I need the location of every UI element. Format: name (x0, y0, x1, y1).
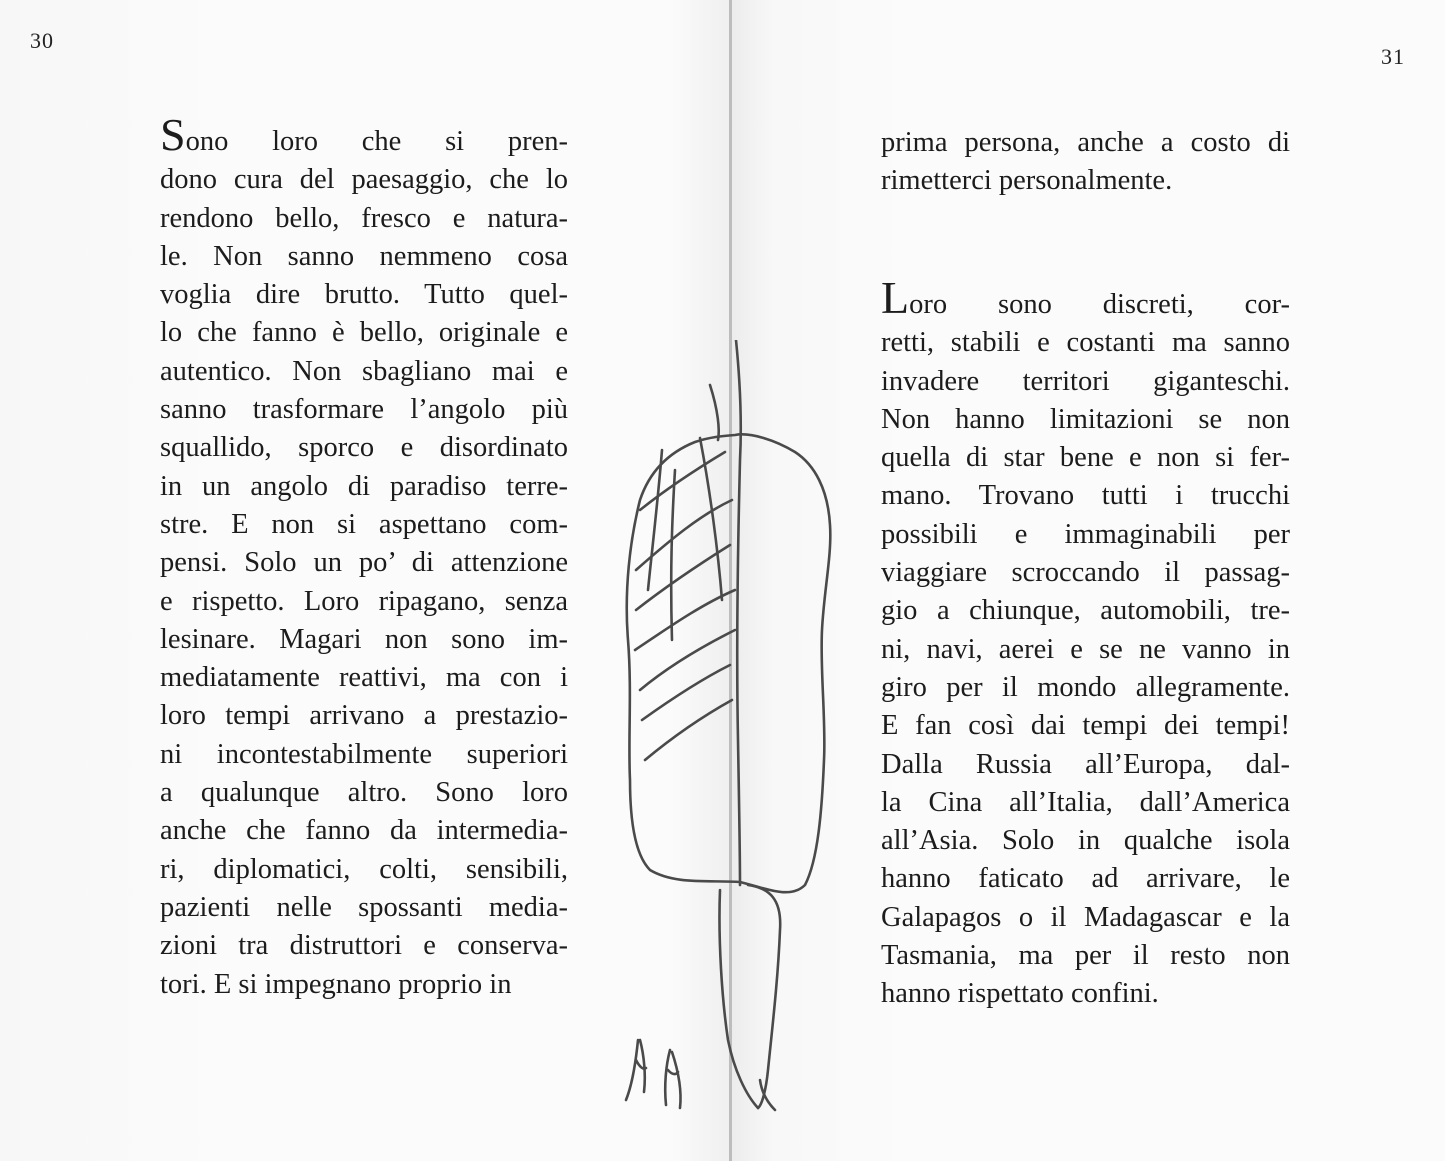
right-page-paragraph-2 (881, 272, 1290, 1014)
small-figure (626, 1040, 646, 1100)
tree-trunk (719, 890, 758, 1108)
drop-cap: L (881, 272, 910, 323)
text-line: rendono bello, fresco e natura- (160, 202, 568, 234)
hatch-line (700, 438, 722, 600)
text-line: squallido, sporco e disordinato (160, 432, 568, 464)
text-line: rimetterci personalmente. (881, 165, 1173, 197)
hatch-line (640, 452, 725, 510)
hatch-line (640, 630, 735, 690)
text-line: mediatamente reattivi, ma con i (160, 662, 568, 694)
text-line: dono cura del paesaggio, che lo (160, 164, 568, 196)
hatch-line (642, 665, 730, 720)
tree-trunk (748, 885, 780, 1108)
hatch-line (736, 340, 741, 885)
text-line: giro per il mondo allegramente. (881, 671, 1290, 703)
text-line: E fan così dai tempi dei tempi! (881, 710, 1290, 742)
text-line: Tasmania, ma per il resto non (881, 940, 1290, 972)
page-number-left: 30 (30, 28, 54, 53)
drop-cap: S (160, 109, 186, 160)
text-line (160, 109, 568, 161)
text-line: in un angolo di paradiso terre- (160, 470, 568, 502)
text-line: e rispetto. Loro ripagano, senza (160, 585, 568, 617)
text-line: hanno rispettato confini. (881, 978, 1159, 1010)
text-line: viaggiare scroccando il passag- (881, 557, 1290, 589)
text-line: la Cina all’Italia, dall’America (881, 786, 1290, 818)
text-line: voglia dire brutto. Tutto quel- (160, 279, 568, 311)
text-line: retti, stabili e costanti ma sanno (881, 327, 1290, 359)
text-line: quella di star bene e non si fer- (881, 442, 1290, 474)
text-line (881, 272, 1290, 324)
page-number-right: 31 (1381, 44, 1405, 69)
text-line: ni incontestabilmente superiori (160, 738, 568, 770)
text-line: loro tempi arrivano a prestazio- (160, 700, 568, 732)
text-line: all’Asia. Solo in qualche isola (881, 825, 1290, 857)
text-line: pensi. Solo un po’ di attenzione (160, 547, 568, 579)
text-line: hanno faticato ad arrivare, le (881, 863, 1290, 895)
small-figure (665, 1050, 680, 1108)
text-line: a qualunque altro. Sono loro (160, 777, 568, 809)
text-line: stre. E non si aspettano com- (160, 508, 568, 540)
text-line: autentico. Non sbagliano mai e (160, 355, 568, 387)
left-page-text (160, 109, 568, 1004)
text-line: lesinare. Magari non sono im- (160, 623, 568, 655)
text-line: ni, navi, aerei e se ne vanno in (881, 633, 1290, 665)
text-line: invadere territori giganteschi. (881, 365, 1290, 397)
text-line: prima persona, anche a costo di (881, 127, 1290, 158)
text-line: Galapagos o il Madagascar e la (881, 901, 1290, 933)
text-line: mano. Trovano tutti i trucchi (881, 480, 1290, 512)
text-line: ri, diplomatici, colti, sensibili, (160, 853, 568, 885)
hatch-line (760, 1080, 775, 1110)
hatch-line (671, 470, 675, 640)
text-line: zioni tra distruttori e conserva- (160, 930, 568, 962)
text-line: anche che fanno da intermedia- (160, 815, 568, 847)
text-line: pazienti nelle spossanti media- (160, 891, 568, 923)
right-page-paragraph-1 (881, 124, 1290, 201)
text-line: le. Non sanno nemmeno cosa (160, 240, 568, 272)
text-line-content: ono loro che si pren- (185, 126, 568, 157)
text-line: sanno trasformare l’angolo più (160, 394, 568, 426)
text-line: possibili e immaginabili per (881, 518, 1290, 550)
text-line: tori. E si impegnano proprio in (160, 968, 512, 1000)
text-line: Non hanno limitazioni se non (881, 403, 1290, 435)
text-line: gio a chiunque, automobili, tre- (881, 595, 1290, 627)
text-line-content: oro sono discreti, cor- (909, 289, 1290, 320)
tree-sketch-icon (600, 340, 850, 1120)
text-line: lo che fanno è bello, originale e (160, 317, 568, 349)
text-line: Dalla Russia all’Europa, dal- (881, 748, 1290, 780)
hatch-line (710, 385, 719, 440)
